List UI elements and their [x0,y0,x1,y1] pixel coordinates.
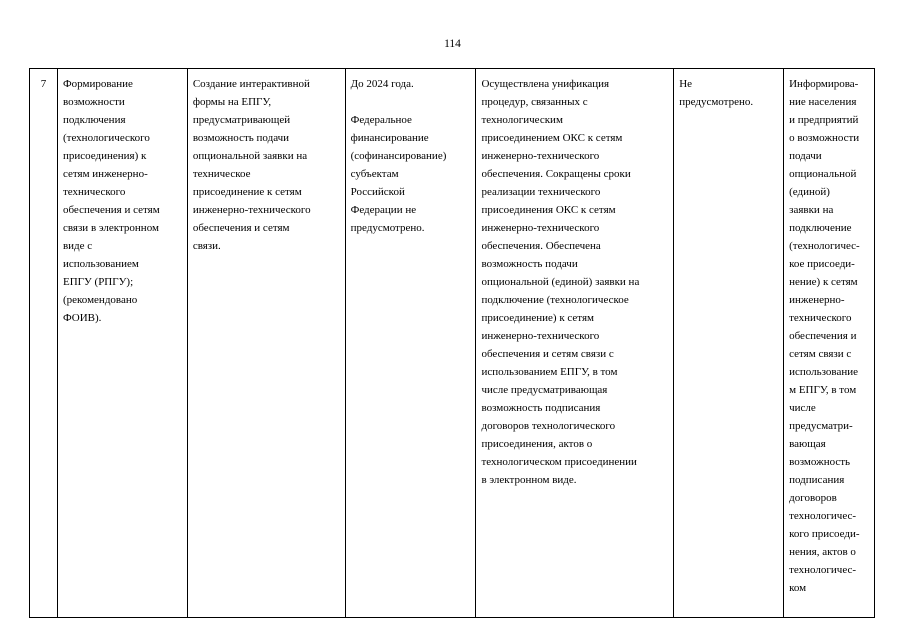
cell-text-line: технологическом присоединении [481,456,637,468]
cell-text-line: ЕПГУ (РПГУ); [62,276,134,288]
cell-text-line: Осуществлена унификация [481,78,610,90]
cell-text-line: Создание интерактивной [192,78,310,90]
cell-text-line: инженерно- [789,294,845,306]
measures-table-row [29,68,875,618]
measure-name-cell [58,69,188,617]
result-cell [476,69,674,617]
cell-text-line: присоединение) к сетям [481,312,594,324]
cell-text-line: инженерно-технического [481,330,600,342]
cell-text-line: договоров технологического [481,420,616,432]
cell-text-line: в электронном виде. [481,474,577,486]
cell-text-line: связи в электронном [62,222,159,234]
cell-text-line: сетям связи с [789,348,852,360]
cell-text-line: (рекомендовано [62,294,138,306]
cell-text-line: опциональной (единой) заявки на [481,276,640,288]
cell-text-line: возможность [789,456,851,468]
cell-text-line: возможность подписания [481,402,601,414]
cell-text-line: обеспечения. Сокращены сроки [481,168,631,180]
cell-text-line: возможность подачи [481,258,578,270]
cell-text-line: ком [789,582,807,594]
information-cell [784,69,875,617]
cell-text-line: формы на ЕПГУ, [192,96,272,108]
cell-text-line: возможность подачи [192,132,290,144]
cell-text-line: инженерно-технического [192,204,311,216]
cell-text-line: присоединением ОКС к сетям [481,132,623,144]
cell-text-line: присоединения ОКС к сетям [481,204,616,216]
deadline-text [351,75,476,93]
cell-text-line: возможности [62,96,125,108]
financing-text [351,111,476,237]
cell-text-line: обеспечения и [789,330,857,342]
cell-text-line: подачи [789,150,822,162]
cell-text-line: обеспечения и сетям [62,204,160,216]
cell-text-line: инженерно-технического [481,222,600,234]
cell-text-line: процедур, связанных с [481,96,588,108]
cell-text-line: инженерно-технического [481,150,600,162]
cell-text-line: опциональной заявки на [192,150,308,162]
cell-text-line: Российской [350,186,405,198]
cell-text-line: обеспечения и сетям [192,222,290,234]
cell-text-line: присоединения, актов о [481,438,593,450]
cell-text-line: виде с [62,240,93,252]
row-number: 7 [40,78,47,90]
cell-text-line: нения, актов о [789,546,856,558]
cell-text-line: Федерации не [350,204,417,216]
cell-text-line: обеспечения. Обеспечена [481,240,601,252]
cell-text-line: Не [679,78,693,90]
cell-text-line: обеспечения и сетям связи с [481,348,614,360]
cell-text-line: использованием [62,258,139,270]
cell-text-line: подключения [62,114,126,126]
cell-text-line: Формирование [62,78,133,90]
cell-text-line: предусматри- [789,420,853,432]
cell-text-line: (софинансирование) [350,150,447,162]
cell-text-line: вающая [789,438,826,450]
cell-text-line: использование [789,366,858,378]
implementation-cell [188,69,346,617]
cell-text-line: технологическим [481,114,563,126]
cell-text-line: присоединение к сетям [192,186,302,198]
cell-text-line: предусмотрено. [350,222,425,234]
cell-text-line: договоров [789,492,837,504]
notes-cell [674,69,784,617]
cell-text-line: предусмотрено. [679,96,754,108]
cell-text-line: субъектам [350,168,399,180]
cell-text-line: Федеральное [350,114,412,126]
cell-text-line: нение) к сетям [789,276,858,288]
cell-text-line: ние населения [789,96,857,108]
cell-text-line: использованием ЕПГУ, в том [481,366,618,378]
row-number-cell [30,69,58,617]
cell-text-line: (технологического [62,132,150,144]
cell-text-line: (единой) [789,186,830,198]
cell-text-line: До 2024 года. [350,78,414,90]
cell-text-line: Информирова- [789,78,859,90]
cell-text-line: подписания [789,474,845,486]
cell-text-line: подключение (технологическое [481,294,629,306]
cell-text-line: заявки на [789,204,834,216]
cell-text-line: м ЕПГУ, в том [789,384,857,396]
cell-text-line: и предприятий [789,114,859,126]
cell-text-line: ФОИВ). [62,312,102,324]
cell-text-line: финансирование [350,132,429,144]
cell-text-line: опциональной [789,168,857,180]
cell-text-line: реализации технического [481,186,601,198]
cell-text-line: технологичес- [789,510,857,522]
cell-text-line: предусматривающей [192,114,291,126]
cell-text-line: технологичес- [789,564,857,576]
cell-text-line: технического [62,186,126,198]
cell-text-line: присоединения) к [62,150,147,162]
cell-text-line: подключение [789,222,852,234]
deadline-financing-cell [346,69,477,617]
cell-text-line: о возможности [789,132,860,144]
cell-text-line: сетям инженерно- [62,168,148,180]
page-number: 114 [444,38,461,50]
cell-text-line: кого присоеди- [789,528,860,540]
cell-text-line: (технологичес- [789,240,860,252]
cell-text-line: связи. [192,240,221,252]
cell-text-line: числе предусматривающая [481,384,608,396]
cell-text-line: числе [789,402,816,414]
cell-text-line: техническое [192,168,251,180]
cell-text-line: кое присоеди- [789,258,855,270]
cell-text-line: технического [789,312,852,324]
